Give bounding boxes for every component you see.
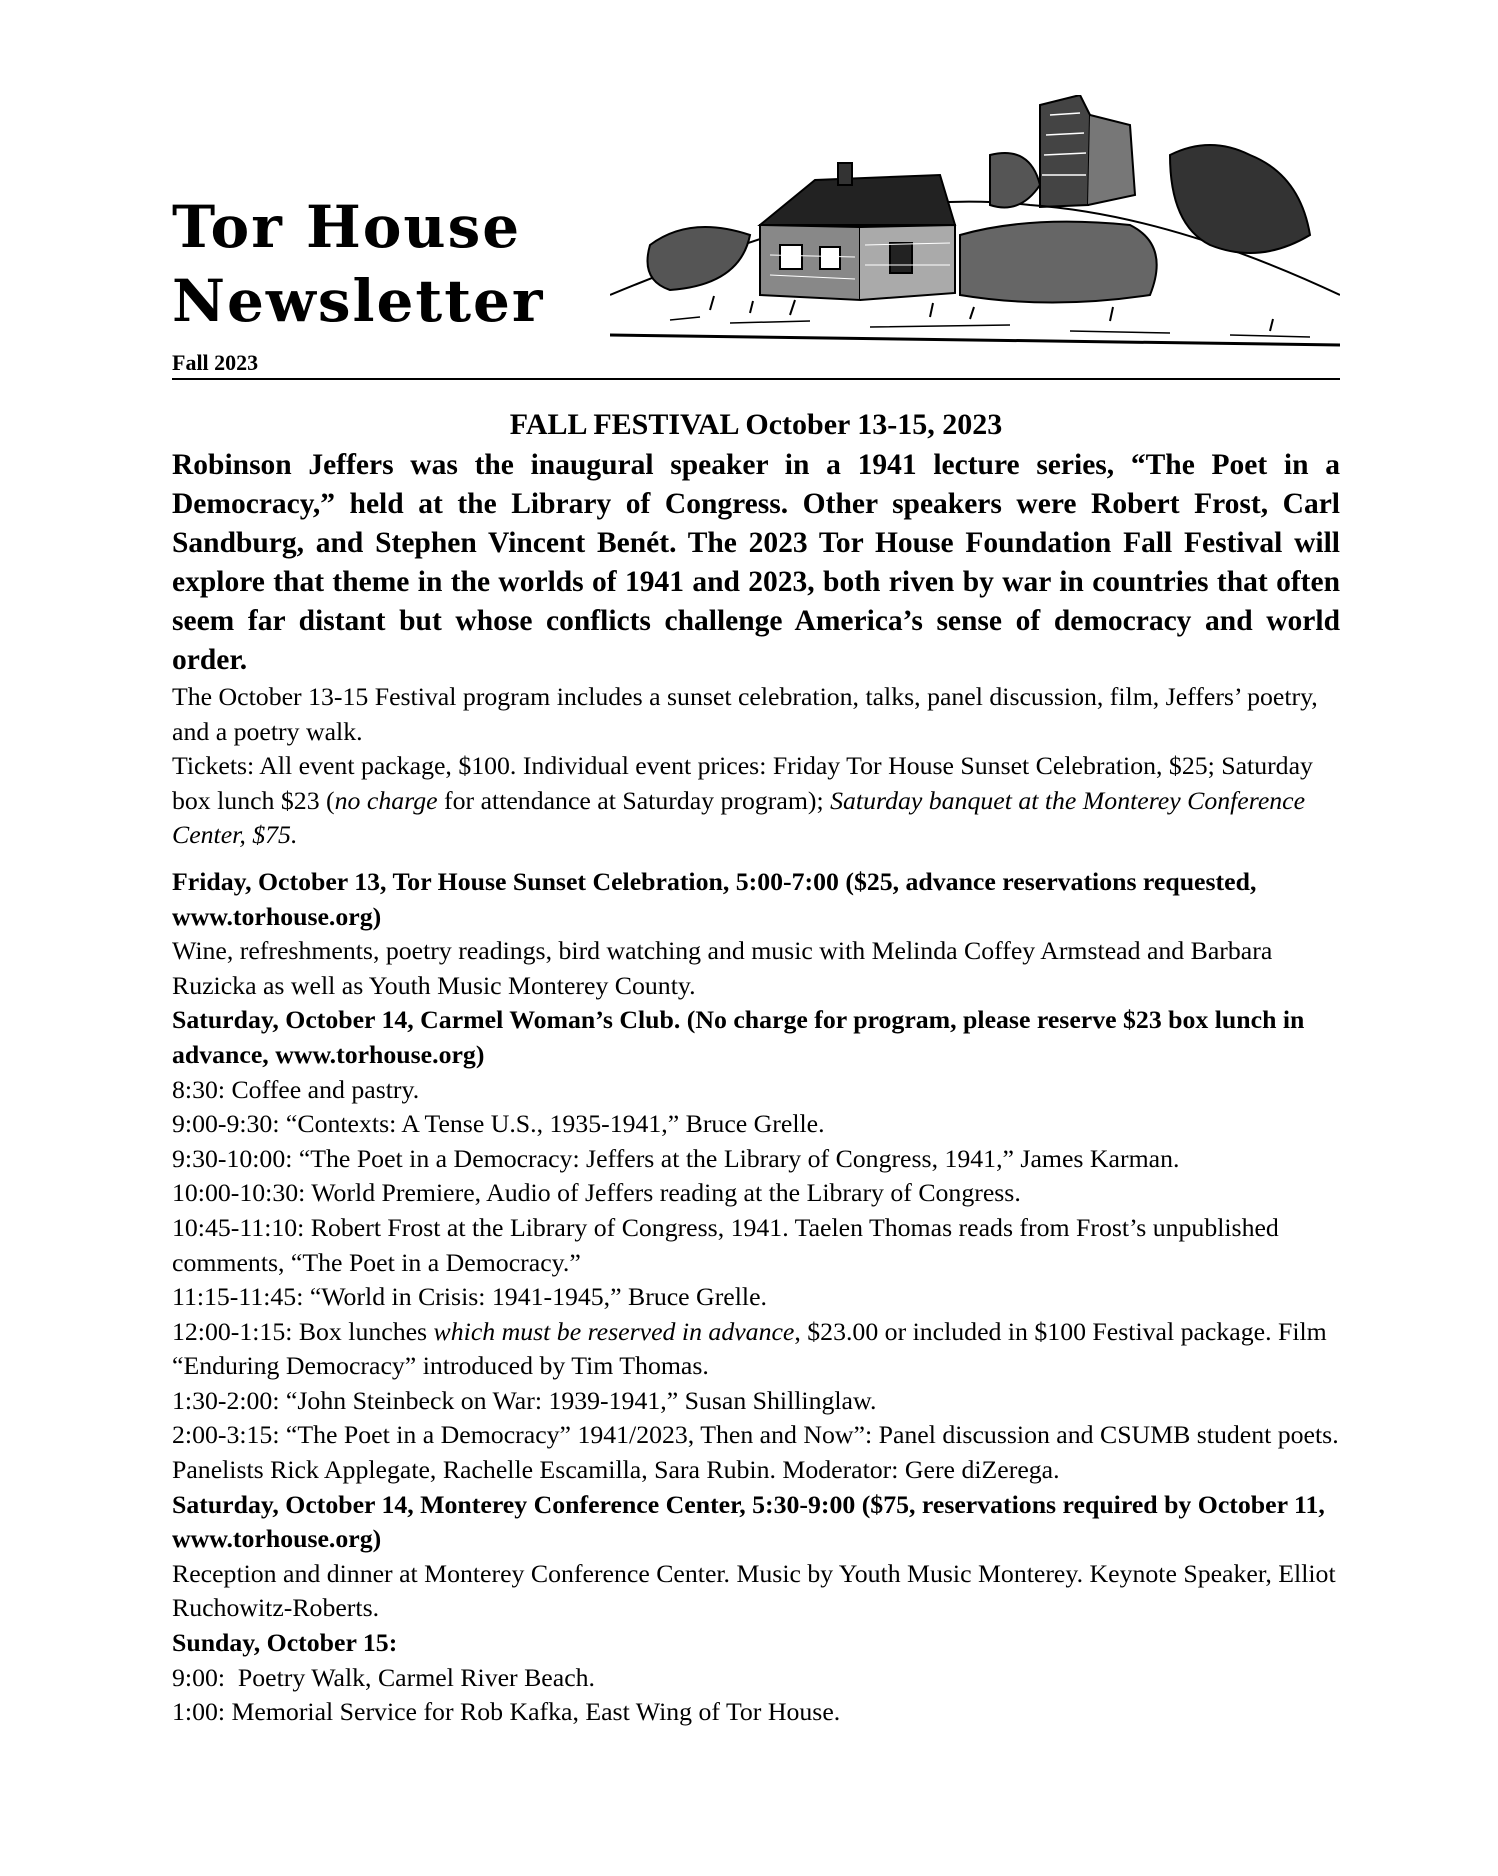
- tickets-italic-2: Saturday banquet at the Monterey Conference Center, $75.: [172, 785, 1306, 850]
- saturday-heading: Saturday, October 14, Carmel Woman’s Club. (No charge for program, please reserve $23 box lunch in advance, www.torhouse.org): [172, 1005, 1305, 1069]
- title-line-2: Newsletter: [172, 267, 545, 335]
- schedule-item: 1:00: Memorial Service for Rob Kafka, East Wing of Tor House.: [172, 1697, 841, 1727]
- newsletter-page: [172, 95, 1340, 1730]
- schedule-item: 9:00-9:30: “Contexts: A Tense U.S., 1935-1941,” Bruce Grelle.: [172, 1109, 825, 1139]
- schedule-item: 10:00-10:30: World Premiere, Audio of Jeffers reading at the Library of Congress.: [172, 1178, 1021, 1208]
- schedule-item-lunch: [172, 1315, 1340, 1384]
- schedule-item: 8:30: Coffee and pastry.: [172, 1074, 420, 1104]
- masthead: [172, 95, 1340, 380]
- friday-heading: Friday, October 13, Tor House Sunset Celebration, 5:00-7:00 ($25, advance reservations requested, www.torhouse.org): [172, 866, 1257, 931]
- tickets-italic-1: no charge: [334, 785, 438, 815]
- friday-text: Wine, refreshments, poetry readings, bird watching and music with Melinda Coffey Armstead and Barbara Ruzicka as well as Youth Music Monterey County.: [172, 936, 1273, 1000]
- tor-house-illustration: [610, 95, 1340, 355]
- header-rule: [172, 378, 1340, 380]
- title-line-1: Tor House: [172, 193, 522, 261]
- schedule-item: 2:00-3:15: “The Poet in a Democracy” 1941/2023, Then and Now”: Panel discussion and CSUMB student poets. Panelists Rick Applegate, Rachelle Escamilla, Sara Rubin. Moderator: Gere diZerega.: [172, 1420, 1339, 1485]
- tickets-text-2: for attendance at Saturday program);: [437, 785, 831, 815]
- lunch-italic: which must be reserved in advance: [433, 1316, 795, 1346]
- lunch-text-2: , $23.00 or included in $100 Festival package. Film “Enduring Democracy” introduced by Tim Thomas.: [172, 1316, 1327, 1381]
- schedule-item: 1:30-2:00: “John Steinbeck on War: 1939-1941,” Susan Shillinglaw.: [172, 1385, 877, 1415]
- festival-heading: FALL FESTIVAL October 13-15, 2023: [509, 408, 1003, 441]
- schedule-item: 10:45-11:10: Robert Frost at the Library of Congress, 1941. Taelen Thomas reads from Frost’s unpublished comments, “The Poet in a Democracy.”: [172, 1212, 1279, 1277]
- tickets-text-1: Tickets: All event package, $100. Individual event prices: Friday Tor House Sunset Celebration, $25; Saturday box lunch $23 (: [172, 751, 1313, 815]
- saturday-evening-heading: Saturday, October 14, Monterey Conference Center, 5:30-9:00 ($75, reservations required by October 11, www.torhouse.org): [172, 1489, 1325, 1554]
- tickets-paragraph: [172, 749, 1340, 853]
- festival-lead-paragraph: Robinson Jeffers was the inaugural speaker in a 1941 lecture series, “The Poet in a Democracy,” held at the Library of Congress. Other speakers were Robert Frost, Carl Sandburg, and Stephen Vincent Benét. The 2023 Tor House Foundation Fall Festival will explore that theme in the worlds of 1941 and 2023, both riven by war in countries that often seem far distant but whose conflicts challenge America’s sense of democracy and world order.: [172, 449, 1340, 676]
- saturday-evening-text: Reception and dinner at Monterey Conference Center. Music by Youth Music Monterey. Keynote Speaker, Elliot Ruchowitz-Roberts.: [172, 1558, 1336, 1623]
- program-intro: The October 13-15 Festival program includes a sunset celebration, talks, panel discussion, film, Jeffers’ poetry, and a poetry walk.: [172, 682, 1318, 746]
- issue-label: Fall 2023: [172, 350, 259, 375]
- schedule-item: 9:00: Poetry Walk, Carmel River Beach.: [172, 1662, 596, 1692]
- schedule-item: 9:30-10:00: “The Poet in a Democracy: Jeffers at the Library of Congress, 1941,” James Karman.: [172, 1143, 1180, 1173]
- newsletter-title: [172, 190, 544, 338]
- lunch-text-1: 12:00-1:15: Box lunches: [172, 1316, 434, 1346]
- sunday-heading: Sunday, October 15:: [172, 1628, 398, 1658]
- schedule-item: 11:15-11:45: “World in Crisis: 1941-1945,” Bruce Grelle.: [172, 1282, 767, 1312]
